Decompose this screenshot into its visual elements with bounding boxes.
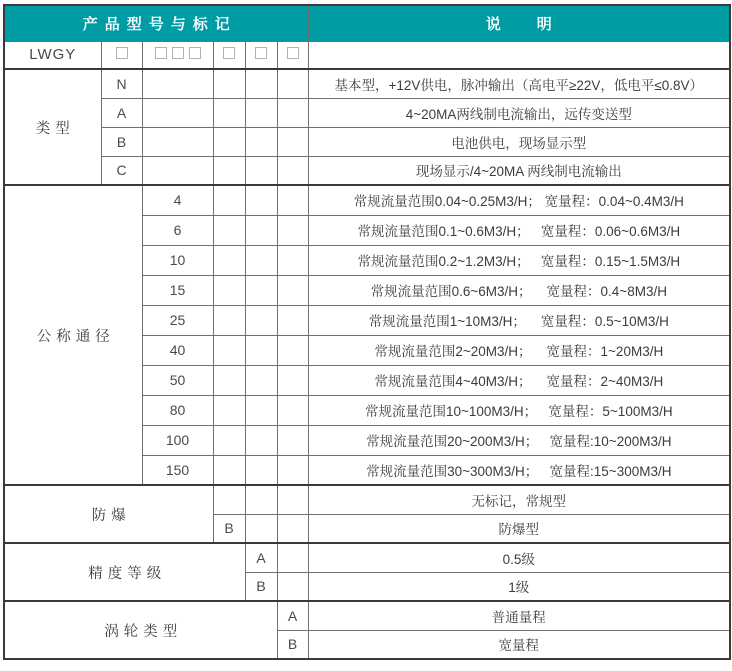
empty-code-cell (277, 572, 308, 601)
section-code-cell: A (277, 601, 308, 630)
section-label-cell: 精度等级 (4, 543, 245, 601)
section-desc-cell: 电池供电，现场显示型 (308, 127, 730, 156)
section-code-cell (213, 485, 245, 514)
section-label-cell: 公称通径 (4, 185, 142, 485)
empty-code-cell (245, 69, 277, 98)
model-box-cell (245, 41, 277, 69)
placeholder-square-icon (223, 47, 235, 59)
empty-code-cell (245, 425, 277, 455)
empty-code-cell (277, 127, 308, 156)
section-code-cell: 15 (142, 275, 213, 305)
empty-code-cell (277, 485, 308, 514)
empty-code-cell (213, 455, 245, 485)
empty-code-cell (277, 514, 308, 543)
section-code-cell: 40 (142, 335, 213, 365)
section-label-cell: 涡轮类型 (4, 601, 277, 659)
section-desc-cell: 宽量程 (308, 630, 730, 659)
placeholder-square-icon (116, 47, 128, 59)
section-desc-cell: 现场显示/4~20MA 两线制电流输出 (308, 156, 730, 185)
section-code-cell: 25 (142, 305, 213, 335)
empty-code-cell (277, 185, 308, 215)
empty-code-cell (213, 395, 245, 425)
section-code-cell: 4 (142, 185, 213, 215)
section-desc-cell: 防爆型 (308, 514, 730, 543)
section-desc-cell: 常规流量范围30~300M3/H； 宽量程:15~300M3/H (308, 455, 730, 485)
model-header-cell: 产品型号与标记 (4, 5, 308, 41)
empty-code-cell (213, 365, 245, 395)
section-label-cell: 防爆 (4, 485, 213, 543)
section-desc-cell: 常规流量范围0.1~0.6M3/H； 宽量程：0.06~0.6M3/H (308, 215, 730, 245)
section-desc-cell: 4~20MA两线制电流输出，远传变送型 (308, 98, 730, 127)
empty-code-cell (277, 425, 308, 455)
checkbox-group (116, 47, 128, 59)
section-desc-cell: 常规流量范围2~20M3/H； 宽量程：1~20M3/H (308, 335, 730, 365)
model-box-cell (101, 41, 142, 69)
empty-code-cell (277, 455, 308, 485)
empty-code-cell (245, 305, 277, 335)
empty-code-cell (142, 127, 213, 156)
section-code-cell: 6 (142, 215, 213, 245)
section-desc-cell: 常规流量范围10~100M3/H； 宽量程：5~100M3/H (308, 395, 730, 425)
empty-code-cell (245, 245, 277, 275)
model-prefix-cell: LWGY (4, 41, 101, 69)
empty-code-cell (213, 425, 245, 455)
section-code-cell: A (101, 98, 142, 127)
empty-code-cell (245, 395, 277, 425)
section-desc-cell: 常规流量范围0.6~6M3/H； 宽量程：0.4~8M3/H (308, 275, 730, 305)
checkbox-group (223, 47, 235, 59)
section-code-cell: 150 (142, 455, 213, 485)
empty-code-cell (277, 275, 308, 305)
description-header-cell: 说明 (308, 5, 730, 41)
model-desc-cell (308, 41, 730, 69)
section-code-cell: 100 (142, 425, 213, 455)
section-code-cell: 50 (142, 365, 213, 395)
checkbox-group (255, 47, 267, 59)
section-desc-cell: 无标记，常规型 (308, 485, 730, 514)
empty-code-cell (245, 275, 277, 305)
empty-code-cell (245, 335, 277, 365)
empty-code-cell (277, 305, 308, 335)
empty-code-cell (213, 69, 245, 98)
empty-code-cell (213, 275, 245, 305)
empty-code-cell (213, 335, 245, 365)
section-desc-cell: 常规流量范围4~40M3/H； 宽量程：2~40M3/H (308, 365, 730, 395)
empty-code-cell (142, 69, 213, 98)
checkbox-group (155, 47, 201, 59)
empty-code-cell (213, 127, 245, 156)
empty-code-cell (213, 305, 245, 335)
section-desc-cell: 普通量程 (308, 601, 730, 630)
model-selection-table (3, 4, 731, 660)
section-code-cell: A (245, 543, 277, 572)
section-desc-cell: 常规流量范围0.2~1.2M3/H； 宽量程：0.15~1.5M3/H (308, 245, 730, 275)
empty-code-cell (277, 98, 308, 127)
section-desc-cell: 常规流量范围20~200M3/H； 宽量程:10~200M3/H (308, 425, 730, 455)
empty-code-cell (142, 98, 213, 127)
empty-code-cell (245, 215, 277, 245)
section-code-cell: B (277, 630, 308, 659)
empty-code-cell (245, 156, 277, 185)
empty-code-cell (277, 245, 308, 275)
model-box-cell (142, 41, 213, 69)
empty-code-cell (277, 543, 308, 572)
section-desc-cell: 常规流量范围1~10M3/H； 宽量程：0.5~10M3/H (308, 305, 730, 335)
section-code-cell: 10 (142, 245, 213, 275)
section-code-cell: B (213, 514, 245, 543)
empty-code-cell (245, 485, 277, 514)
empty-code-cell (213, 185, 245, 215)
section-code-cell: 80 (142, 395, 213, 425)
section-desc-cell: 0.5级 (308, 543, 730, 572)
empty-code-cell (277, 395, 308, 425)
empty-code-cell (277, 156, 308, 185)
section-code-cell: C (101, 156, 142, 185)
placeholder-square-icon (172, 47, 184, 59)
empty-code-cell (245, 127, 277, 156)
empty-code-cell (245, 514, 277, 543)
placeholder-square-icon (287, 47, 299, 59)
section-desc-cell: 1级 (308, 572, 730, 601)
section-desc-cell: 基本型，+12V供电，脉冲输出（高电平≥22V，低电平≤0.8V） (308, 69, 730, 98)
section-label-cell: 类型 (4, 69, 101, 185)
empty-code-cell (277, 69, 308, 98)
empty-code-cell (277, 215, 308, 245)
section-code-cell: B (245, 572, 277, 601)
empty-code-cell (277, 365, 308, 395)
empty-code-cell (245, 365, 277, 395)
model-box-cell (277, 41, 308, 69)
section-code-cell: B (101, 127, 142, 156)
empty-code-cell (213, 215, 245, 245)
placeholder-square-icon (155, 47, 167, 59)
empty-code-cell (142, 156, 213, 185)
empty-code-cell (277, 335, 308, 365)
section-desc-cell: 常规流量范围0.04~0.25M3/H； 宽量程：0.04~0.4M3/H (308, 185, 730, 215)
placeholder-square-icon (189, 47, 201, 59)
empty-code-cell (245, 455, 277, 485)
empty-code-cell (245, 98, 277, 127)
empty-code-cell (213, 245, 245, 275)
empty-code-cell (245, 185, 277, 215)
section-code-cell: N (101, 69, 142, 98)
placeholder-square-icon (255, 47, 267, 59)
checkbox-group (287, 47, 299, 59)
empty-code-cell (213, 98, 245, 127)
model-box-cell (213, 41, 245, 69)
empty-code-cell (213, 156, 245, 185)
